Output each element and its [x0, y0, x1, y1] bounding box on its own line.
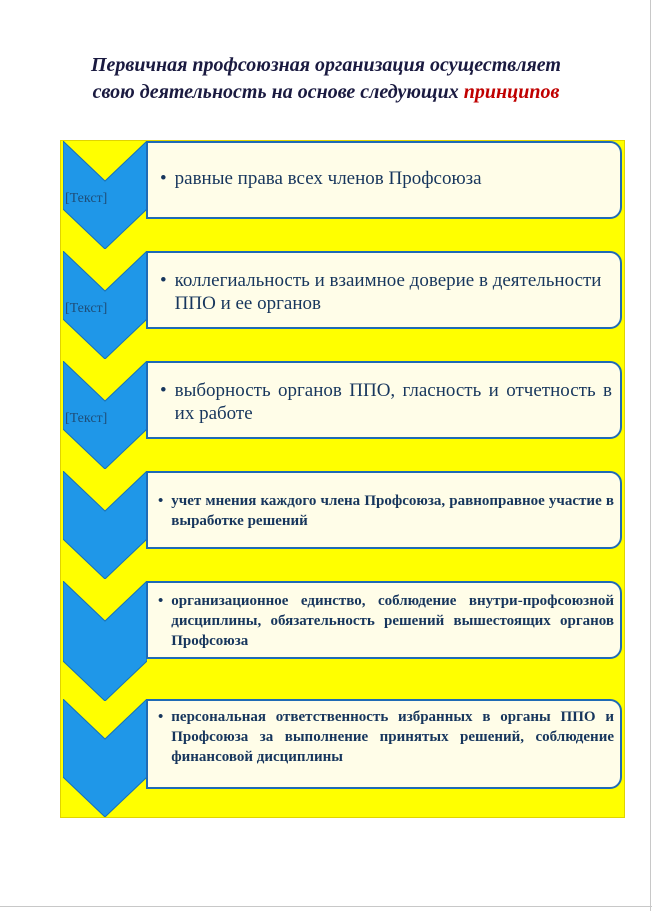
title-line-2-text: свою деятельность на основе следующих [92, 81, 464, 103]
principle-text: выборность органов ППО, гласность и отчетность в их работе [174, 380, 612, 424]
page-edge-right [650, 0, 651, 911]
step-label: [Текст] [65, 411, 108, 426]
title-line-2 [20, 79, 632, 106]
principle-text: учет мнения каждого члена Профсоюза, равноправное участие в выработке решений [171, 493, 614, 529]
step-label: [Текст] [65, 191, 108, 206]
principle-card [146, 471, 622, 549]
chevron-down-icon [63, 471, 147, 579]
bullet-icon: • [160, 380, 167, 401]
title-line-1: Первичная профсоюзная организация осуществляет [91, 54, 561, 76]
principle-card [146, 581, 622, 659]
bullet-icon: • [160, 270, 167, 291]
chevron-down-icon [63, 581, 147, 701]
principle-card [146, 141, 622, 219]
principle-card [146, 361, 622, 439]
principle-text: коллегиальность и взаимное доверие в деятельности ППО и ее органов [174, 270, 602, 314]
principles-panel [60, 140, 625, 818]
title-accent-word: принципов [463, 81, 560, 103]
bullet-icon: • [160, 168, 167, 189]
bullet-icon: • [158, 593, 164, 609]
principle-text: равные права всех членов Профсоюза [174, 168, 482, 189]
bullet-icon: • [158, 709, 164, 725]
principle-text: персональная ответственность избранных в органы ППО и Профсоюза за выполнение принятых решений, соблюдение финансовой дисциплины [171, 709, 614, 765]
step-label: [Текст] [65, 301, 108, 316]
principle-card [146, 699, 622, 789]
page-title [20, 52, 632, 106]
chevron-down-icon [63, 699, 147, 817]
bullet-icon: • [158, 493, 164, 509]
page-edge-bottom [0, 906, 652, 907]
principle-text: организационное единство, соблюдение внутри-профсоюзной дисциплины, обязательность решений вышестоящих органов Профсоюза [171, 593, 614, 649]
principle-card [146, 251, 622, 329]
